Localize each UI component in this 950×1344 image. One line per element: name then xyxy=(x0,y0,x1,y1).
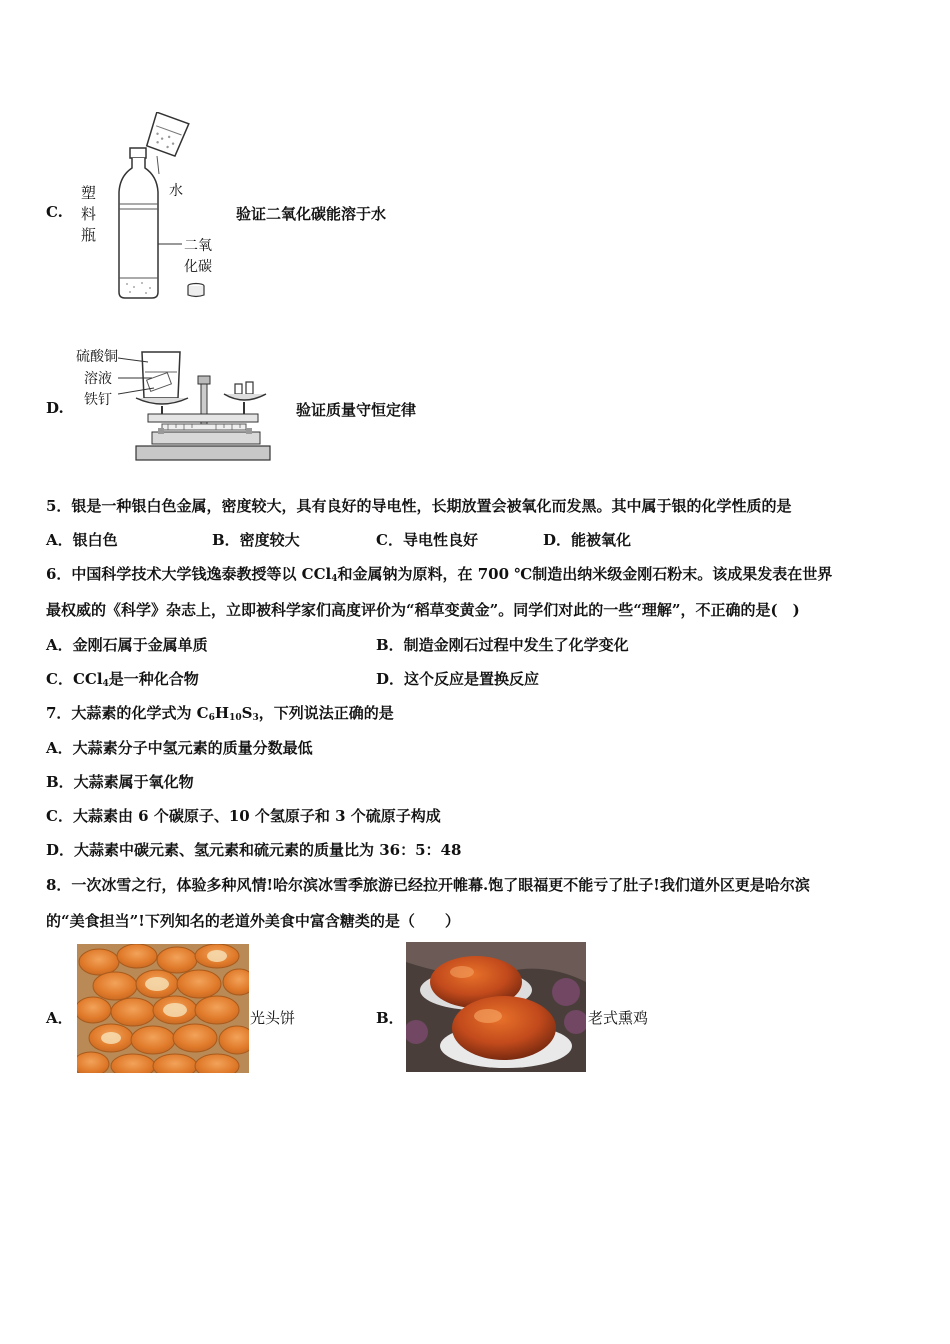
q5-stem: 5．银是一种银白色金属，密度较大，具有良好的导电性，长期放置会被氧化而发黑。其中属于银的化学性质的是 xyxy=(46,497,792,515)
balance-diagram xyxy=(118,348,278,466)
q8-option-a-caption: 光头饼 xyxy=(250,1009,296,1027)
guangtou-biscuit-photo xyxy=(77,944,249,1073)
smoked-chicken-photo xyxy=(406,942,586,1072)
q6-stem-line1: 6．中国科学技术大学钱逸泰教授等以 CCl$_4$和金属钠为原料，在 700 ℃制造出纳米级金刚石粉末。该成果发表在世界 xyxy=(46,565,833,584)
q8-option-a-letter: A． xyxy=(46,1009,73,1027)
q5-option-d: D．能被氧化 xyxy=(543,531,632,549)
pouring-beaker-icon xyxy=(145,112,189,157)
q7-option-c: C．大蒜素由 6 个碳原子、10 个氢原子和 3 个硫原子构成 xyxy=(46,807,441,825)
label-copper-sulfate: 硫酸铜 xyxy=(76,349,118,365)
weights-icon xyxy=(235,382,253,394)
option-c-letter: C. xyxy=(46,203,63,221)
q7-option-d: D．大蒜素中碳元素、氢元素和硫元素的质量比为 36：5：48 xyxy=(46,841,462,859)
q5-option-c: C．导电性良好 xyxy=(376,531,478,549)
plastic-bottle-icon xyxy=(119,148,158,298)
bottle-cap-icon xyxy=(188,284,204,297)
option-d-caption: 验证质量守恒定律 xyxy=(296,401,417,419)
q8-option-b-letter: B． xyxy=(376,1009,404,1027)
q6-option-b: B．制造金刚石过程中发生了化学变化 xyxy=(376,636,629,654)
q6-option-a: A．金刚石属于金属单质 xyxy=(46,636,208,654)
label-carbon-dioxide: 二氧化碳 xyxy=(184,238,212,275)
beaker-icon xyxy=(118,352,180,398)
option-d-letter: D. xyxy=(46,399,64,417)
label-water: 水 xyxy=(169,183,183,199)
q8-stem-line1: 8．一次冰雪之行，体验多种风情!哈尔滨冰雪季旅游已经拉开帷幕.饱了眼福更不能亏了肚子!我们道外区更是哈尔滨 xyxy=(46,876,810,894)
q5-option-a: A．银白色 xyxy=(46,531,118,549)
q8-option-b-caption: 老式熏鸡 xyxy=(588,1009,649,1027)
q8-stem-line2: 的“美食担当”!下列知名的老道外美食中富含糖类的是（ ） xyxy=(46,912,460,930)
q7-option-b: B．大蒜素属于氧化物 xyxy=(46,773,194,791)
label-solution: 溶液 xyxy=(84,371,112,387)
q5-option-b: B．密度较大 xyxy=(212,531,300,549)
q6-option-d: D．这个反应是置换反应 xyxy=(376,670,540,688)
q7-stem: 7．大蒜素的化学式为 $C_6H_{10}S_3$，下列说法正确的是 xyxy=(46,704,394,723)
q6-option-c: C．CCl$_4$是一种化合物 xyxy=(46,670,199,689)
option-c-caption: 验证二氧化碳能溶于水 xyxy=(236,205,387,223)
q7-option-a: A．大蒜素分子中氢元素的质量分数最低 xyxy=(46,739,313,757)
label-plastic-bottle: 塑料瓶 xyxy=(81,184,97,244)
label-iron-nail: 铁钉 xyxy=(84,392,112,408)
q6-stem-line2: 最权威的《科学》杂志上，立即被科学家们高度评价为“稻草变黄金”。同学们对此的一些“理解”，不正确的是( ) xyxy=(46,601,800,619)
